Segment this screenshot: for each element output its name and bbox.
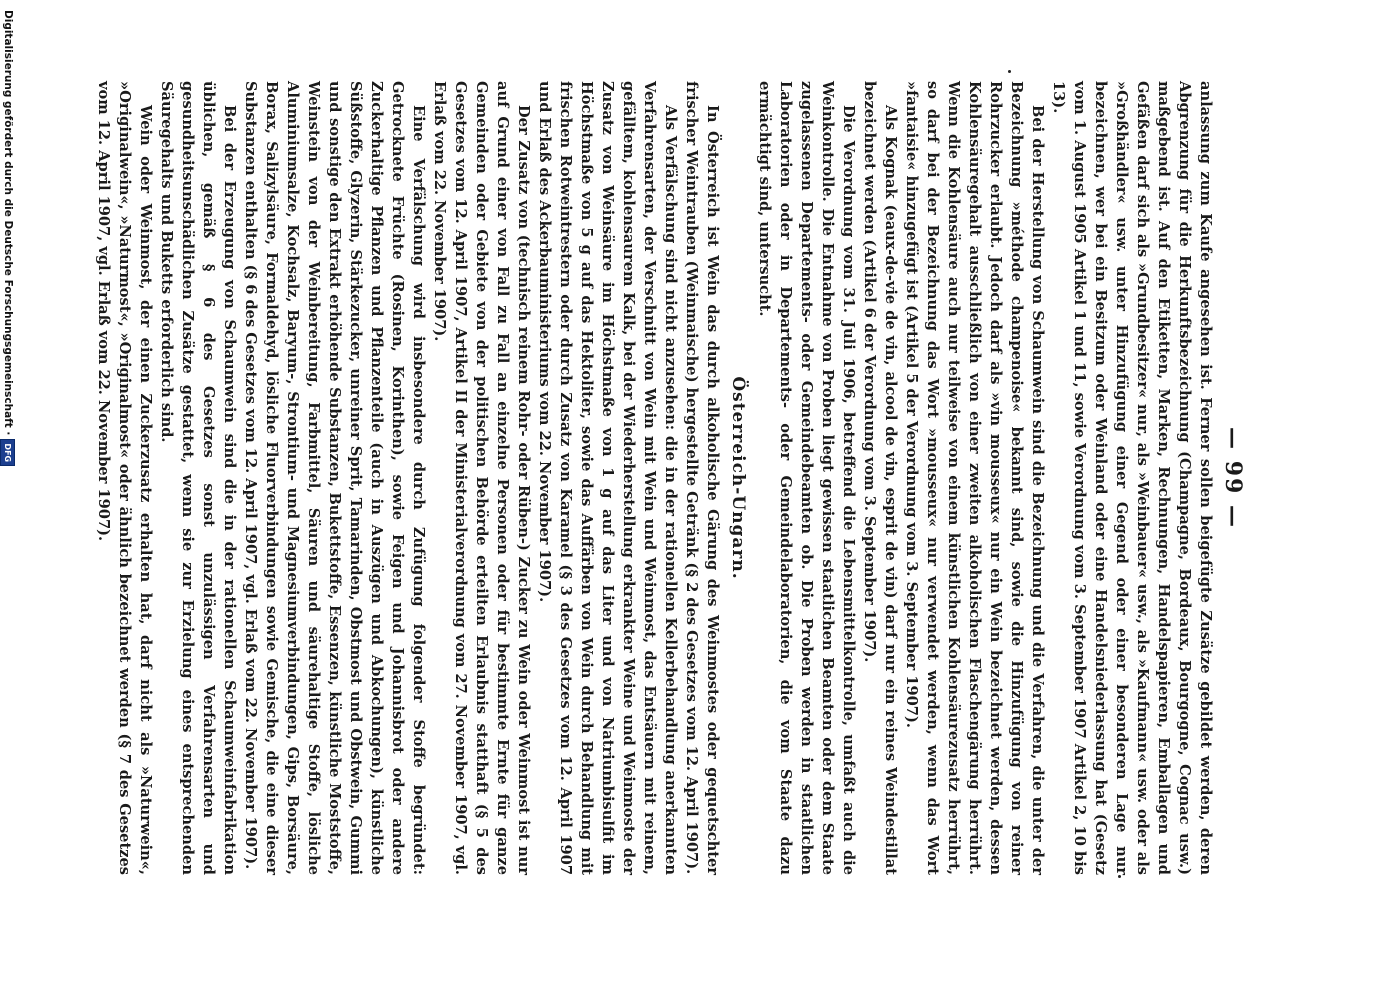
dfg-logo-icon: DFG (1, 439, 16, 466)
rotated-page (95, 55, 1250, 901)
paragraph: Wein oder Weinmost, der einen Zuckerzusatz erhalten hat, darf nicht als »Naturwein«, »Originalwein«, »Naturmost«, »Originalmost« oder ähnlich bezeichnet werden (§ 7 des Gesetzes vom 12. April 1907, vgl. Erlaß vom 22. November 1907). (95, 81, 154, 875)
paragraph: Eine Verfälschung wird insbesondere durch Zufügung folgender Stoffe begründet: Getrocknete Früchte (Rosinen, Korinthen), sowie Feigen und Johannisbrot oder andere Zuckerhaltige Pflanzen und Pflanzenteile (auch in Auszügen und Abkochungen), künstliche Süßstoffe, Glyzerin, Stärkezucker, unreiner Sprit, Tamarinden, Obstmost und Obstwein, Gummi und sonstige den Extrakt erhöhende Substanzen, Bukettstoffe, Essenzen, künstliche Moststoffe, Weinstein von der Weinbereitung, Farbmittel, Säuren und säurehaltige Stoffe, lösliche Aluminiumsalze, Kochsalz, Baryum-, Strontium- und Magnesiumverbindungen, Gips, Borsäure, Borax, Salizylsäure, Formaldehyd, lösliche Fluorverbindungen sowie Gemische, die eine dieser Substanzen enthalten (§ 6 des Gesetzes vom 12. April 1907, vgl. Erlaß vom 22. November 1907). (242, 81, 427, 875)
section-heading: Österreich-Ungarn. (728, 376, 748, 580)
paragraph: In Österreich ist Wein das durch alkoholische Gärung des Weinmostes oder gequetschter frischer Weintrauben (Weinmaische) hergestellte Getränk (§ 2 des Gesetzes vom 12. April 1907). (683, 81, 721, 875)
page-content (95, 55, 1250, 901)
scan-speck (1008, 70, 1011, 73)
credit-line (0, 10, 16, 1000)
paragraph: Der Zusatz von (technisch reinem Rohr- oder Rüben-) Zucker zu Wein oder Weinmost ist nur auf Grund einer von Fall zu Fall an einzelne Personen oder für bestimmte Ernte für ganze Gemeinden oder Gebiete von der politischen Behörde erteilten Erlaubnis statthaft (§ 5 des Gesetzes vom 12. April 1907, Artikel II der Ministerialverordnung vom 27. November 1907, vgl. Erlaß vom 22. November 1907). (431, 81, 532, 875)
paragraph: Bei der Herstellung von Schaumwein sind die Bezeichnung und die Verfahren, die unter der Bezeichnung »méthode champenoise« bekannt sind, sowie die Hinzufügung von reiner Rohrzucker erlaubt. Jedoch darf als »vin mousseux« nur ein Wein bezeichnet werden, dessen Kohlensäuregehalt ausschließlich von einer zweiten alkoholischen Flaschengärung herrührt. Wenn die Kohlensäure auch nur teilweise von einem künstlichen Kohlensäurezusatz herrührt, so darf bei der Bezeichnung das Wort »mousseux« nur verwendet werden, wenn das Wort »fantaisie« hinzugefügt ist (Artikel 5 der Verordnung vom 3. September 1907). (903, 81, 1046, 875)
credit-text: Digitalisierung gefördert durch die Deutsche Forschungsgemeinschaft · (2, 10, 14, 436)
body-text (93, 81, 1216, 875)
paragraph: Bei der Erzeugung von Schaumwein sind die in der rationellen Schaumweinfabrikation üblichen, gemäß § 6 des Gesetzes sonst unzulässigen Verfahrensarten und gesundheitsunschädlichen Zusätze gestattet, wenn sie zur Erzielung eines entsprechenden Säuregehalts und Buketts erforderlich sind. (158, 81, 238, 875)
paragraph: anlassung zum Kaufe angesehen ist. Ferner sollen beigefügte Zusätze gebildet werden, deren Abgrenzung für die Herkunftsbezeichnung (Champagne, Bordeaux, Bourgogne, Cognac usw.) maßgebend ist. Auf den Etiketten, Marken, Rechnungen, Handelspapieren, Emballagen und Gefäßen darf sich als »Grundbesitzer« nur, als »Weinbauer« usw., als »Kaufmann« usw. oder als »Großhändler« usw. unter Hinzufügung einer Gegend oder einer besonderen Lage nur bezeichnen, wer bei ein Besitzum oder Weinland oder eine Handelsniederlassung hat (Gesetz vom 1. August 1905 Artikel 1 und 11, sowie Verordnung vom 3. September 1907 Artikel 2, 10 bis 13). (1050, 81, 1214, 875)
digitization-credit (0, 0, 22, 1000)
paragraph: Die Verordnung vom 31. Juli 1906, betreffend die Lebensmittelkontrolle, umfaßt auch die Weinkontrolle. Die Entnahme von Proben liegt gewissen staatlichen Beamten oder dem Staate zugelassenen Departements- oder Gemeindebeamten ob. Die Proben werden in staatlichen Laboratorien oder in Departements- oder Gemeindelaboratorien, die vom Staate dazu ermächtigt sind, untersucht. (756, 81, 857, 875)
scan-speck (1118, 875, 1121, 878)
paragraph: Als Kognak (eaux-de-vie de vin, alcool de vin, esprit de vin) darf nur ein reines Weindestillat bezeichnet werden (Artikel 6 der Verordnung vom 3. September 1907). (861, 81, 899, 875)
page-number: — 99 — (1220, 427, 1246, 529)
paragraph: Als Verfälschung sind nicht anzusehen: die in der rationellen Kellerbehandlung anerkannten Verfahrensarten, der Verschnitt von Wein mit Wein und Weinmost, das Entsäuern mit reinem, gefälltem, kohlensaurem Kalk, bei der Wiederherstellung erkrankter Weine und Weinmoste der Zusatz von Weinsäure im Höchstmaße von 1 g auf das Liter und von Natriumbisulfit im Höchstmaße von 5 g auf das Hektoliter, sowie das Auffärben von Wein durch Behandlung mit frischen Rotweintrestern oder durch Zusatz von Karamel (§ 3 des Gesetzes vom 12. April 1907 und Erlaß des Ackerbauministeriums vom 22. November 1907). (536, 81, 679, 875)
